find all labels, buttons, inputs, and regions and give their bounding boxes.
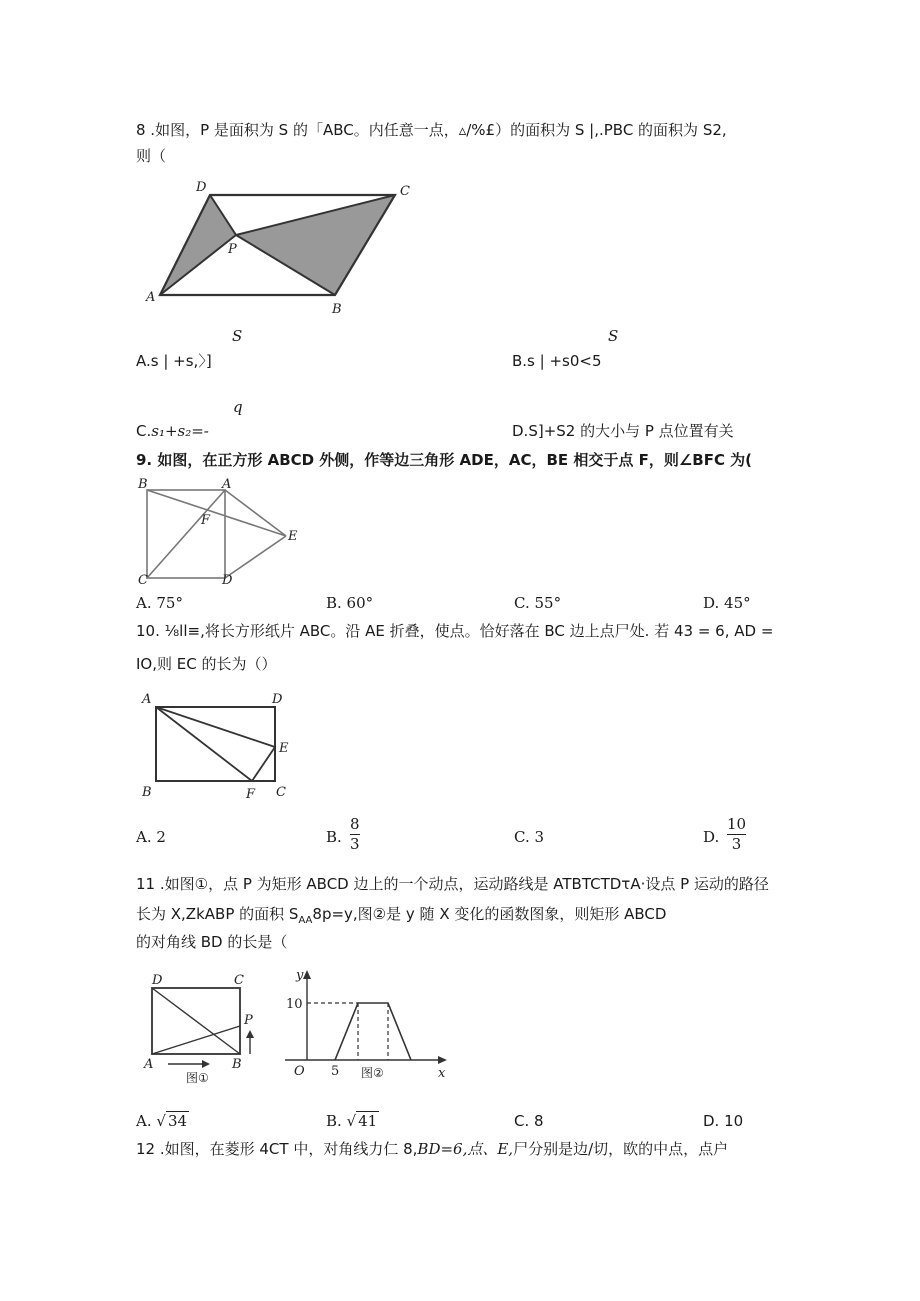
q12-stem-part3: 尸分别是边/切，欧的中点，点户 — [513, 1140, 729, 1158]
q10-option-d-fraction — [727, 816, 746, 853]
q9-square-triangle-figure — [138, 477, 298, 588]
q11-stem-line2-start: 长为 X,ZkABP 的面积 S — [136, 905, 299, 923]
q10-option-b-fraction — [350, 816, 360, 853]
q8-option-c-label: C. — [136, 422, 152, 440]
q10-label-e: E — [279, 741, 289, 756]
q11-fig2-label-o: O — [294, 1064, 305, 1079]
q11-fig1-label-b: B — [232, 1057, 242, 1072]
q11-fig2-label-5: 5 — [331, 1064, 340, 1079]
q8-option-a[interactable]: A.s | +s,〉] — [136, 352, 212, 370]
q11-stem-line2-subscript: AA — [298, 915, 313, 926]
q12-stem-part2: BD=6,点、E, — [417, 1140, 514, 1158]
q11-stem-line2 — [136, 905, 666, 930]
q9-segment-be — [147, 490, 286, 536]
q8-option-b[interactable]: B.s | +s0<5 — [512, 352, 602, 370]
q8-option-c-math: s₁+s₂=- — [151, 422, 209, 440]
q8-option-b-fraction-top: S — [608, 327, 619, 345]
q11-fig2-x-axis-arrow — [438, 1056, 447, 1064]
q8-shaded-triangle-pbc — [236, 195, 395, 295]
q11-option-c[interactable]: C. 8 — [514, 1112, 544, 1130]
q12-stem-line1 — [136, 1140, 728, 1158]
q11-fig2-label-10: 10 — [286, 997, 303, 1012]
q11-fig2-function-line — [335, 1003, 411, 1060]
q10-rectangle-abcd — [156, 707, 275, 781]
q9-option-d[interactable]: D. 45° — [703, 594, 751, 612]
q10-label-d: D — [272, 692, 283, 707]
q11-fig2-caption: 图② — [361, 1066, 384, 1080]
q10-option-d-label[interactable]: D. — [703, 828, 720, 846]
q8-label-d: D — [196, 180, 207, 195]
q10-stem-line1: 10. ⅛ll≡,将长方形纸片 ABC。沿 AE 折叠，使点。恰好落在 BC 边上点尸处. 若 43 = 6, AD = — [136, 622, 774, 640]
q9-label-d: D — [222, 573, 233, 588]
q8-option-d[interactable]: D.S]+S2 的大小与 P 点位置有关 — [512, 422, 734, 440]
q11-option-d[interactable]: D. 10 — [703, 1112, 744, 1130]
q10-rectangle-fold-figure — [138, 686, 308, 801]
q9-stem: 9. 如图，在正方形 ABCD 外侧，作等边三角形 ADE，AC，BE 相交于点 F，则∠BFC 为( — [136, 451, 753, 469]
q11-figure-2-graph — [280, 965, 455, 1085]
q12-stem-part1: 12 .如图，在菱形 4CT 中，对角线力仁 8, — [136, 1140, 418, 1158]
q10-segment-af — [156, 707, 252, 781]
q9-label-a: A — [222, 477, 232, 492]
q11-stem-line3: 的对角线 BD 的长是（ — [136, 933, 288, 951]
q11-option-a-radical: √ 34 — [156, 1112, 188, 1130]
q10-stem-line2: IO,则 EC 的长为（） — [136, 655, 277, 673]
q9-option-a[interactable]: A. 75° — [136, 594, 183, 612]
q11-fig1-diagonal-bd — [152, 988, 240, 1054]
q9-segment-ae — [225, 490, 286, 536]
q8-option-c[interactable] — [136, 422, 209, 440]
q8-stem-line2: 则（ — [136, 147, 167, 165]
q11-option-b-radical: √ 41 — [346, 1112, 378, 1130]
q9-label-e: E — [288, 529, 298, 544]
q9-label-b: B — [138, 477, 148, 492]
q11-fig1-arrow-right-head — [202, 1060, 210, 1068]
q11-option-a[interactable] — [136, 1112, 189, 1130]
q11-fig2-label-y: y — [296, 968, 304, 983]
q10-option-d-denominator: 3 — [731, 835, 742, 853]
q11-fig2-label-x: x — [438, 1066, 446, 1081]
q11-fig1-arrow-up-head — [246, 1030, 254, 1038]
q10-option-b-denominator: 3 — [350, 835, 360, 853]
q10-label-a: A — [142, 692, 152, 707]
q11-fig1-label-d: D — [152, 973, 163, 988]
q11-option-a-radicand: 34 — [167, 1112, 188, 1130]
q11-fig1-label-a: A — [144, 1057, 154, 1072]
q8-label-a: A — [146, 290, 156, 305]
q11-stem-line1: 11 .如图①，点 P 为矩形 ABCD 边上的一个动点，运动路线是 ATBTCTDτA·设点 P 运动的路径 — [136, 875, 769, 893]
q8-label-c: C — [400, 184, 410, 199]
q11-fig2-y-axis-arrow — [303, 970, 311, 979]
q9-option-b[interactable]: B. 60° — [326, 594, 374, 612]
q11-option-b[interactable] — [326, 1112, 379, 1130]
q10-label-f: F — [246, 787, 256, 802]
q10-label-c: C — [276, 785, 286, 800]
q9-label-c: C — [138, 573, 148, 588]
q9-label-f: F — [201, 513, 211, 528]
q8-option-c-fraction-top: q — [233, 398, 243, 416]
q10-option-b-label[interactable]: B. — [326, 828, 342, 846]
q11-option-b-label: B. — [326, 1112, 342, 1130]
q11-fig1-label-c: C — [234, 973, 244, 988]
q11-stem-line2-end: 8p=y,图②是 y 随 X 变化的函数图象，则矩形 ABCD — [312, 905, 667, 923]
q10-option-a[interactable]: A. 2 — [136, 828, 166, 846]
q11-fig1-label-p: P — [244, 1013, 253, 1028]
q10-option-c[interactable]: C. 3 — [514, 828, 545, 846]
q10-segment-ef — [252, 747, 275, 781]
q11-figure-1-rectangle — [140, 968, 270, 1083]
q8-label-b: B — [332, 302, 342, 317]
q11-fig1-segment-ap — [152, 1026, 240, 1054]
q8-option-a-fraction-top: S — [232, 327, 243, 345]
q11-option-b-radicand: 41 — [358, 1112, 378, 1130]
q8-label-p: P — [228, 242, 237, 257]
q10-option-b-numerator: 8 — [350, 815, 360, 833]
q8-stem-line1: 8 .如图，P 是面积为 S 的「ABC。内任意一点，▵/%£）的面积为 S |,.PBC 的面积为 S2, — [136, 121, 727, 139]
q10-label-b: B — [142, 785, 152, 800]
q8-parallelogram-figure — [140, 175, 430, 320]
q11-fig1-caption: 图① — [186, 1071, 209, 1085]
q11-option-a-label: A. — [136, 1112, 152, 1130]
q10-segment-ae — [156, 707, 275, 747]
q9-option-c[interactable]: C. 55° — [514, 594, 562, 612]
q9-segment-de — [225, 536, 286, 578]
q10-option-d-numerator: 10 — [727, 815, 747, 833]
